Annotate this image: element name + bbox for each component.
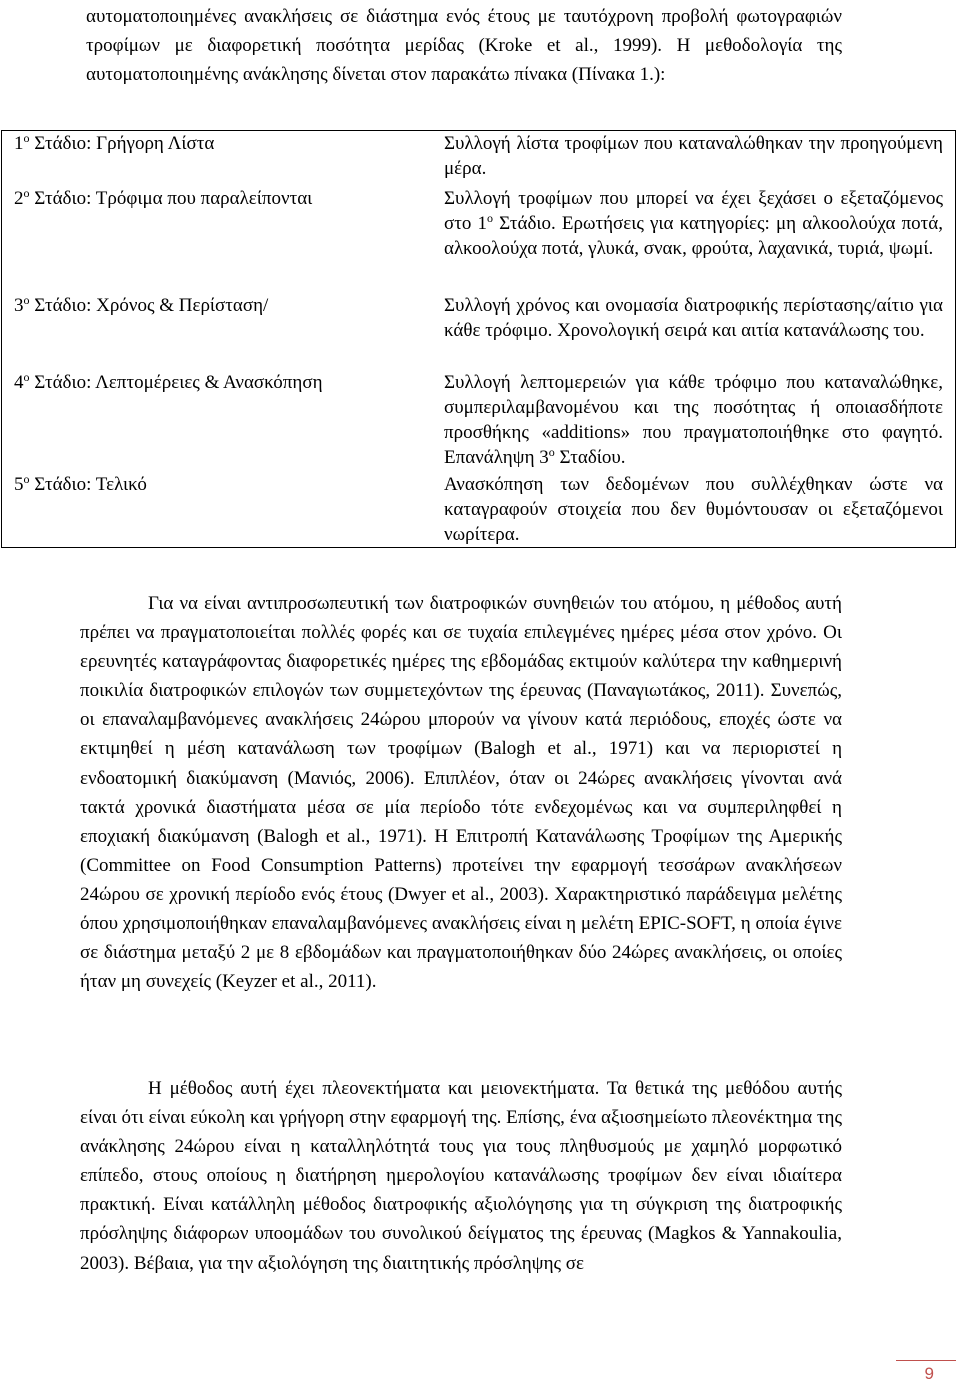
- stage-label: $1^o$ Στάδιο: Γρήγορη Λίστα: [14, 131, 215, 154]
- stage-label: $2^o$ Στάδιο: Τρόφιμα που παραλείπονται: [14, 185, 313, 209]
- stages-table: [1, 130, 956, 548]
- table-row: [2, 370, 956, 472]
- table-row: [2, 293, 956, 370]
- stage-description: Ανασκόπηση των δεδομένων που συλλέχθηκαν ώστε να καταγραφούν στοιχεία που δεν θυμόντουσαν οι εξεταζόμενοι νωρίτερα.: [444, 473, 943, 546]
- stage-description: Συλλογή χρόνος και ονομασία διατροφικής περίστασης/αίτιο για κάθε τρόφιμο. Χρονολογική σειρά και αιτία κατανάλωσης του.: [444, 294, 943, 341]
- stage-label: $3^o$ Στάδιο: Χρόνος & Περίσταση/: [14, 292, 269, 316]
- table-row: [2, 472, 956, 548]
- stage-description: Συλλογή τροφίμων που μπορεί να έχει ξεχάσει ο εξεταζόμενος στο $1^o$ Στάδιο. Ερωτήσεις για κατηγορίες: μη αλκοολούχα ποτά, αλκοολούχα ποτά, γλυκά, σνακ, φρούτα, λαχανικά, τυριά, ψωμί.: [444, 187, 943, 260]
- table-row: [2, 186, 956, 293]
- table-row: [2, 131, 956, 186]
- page-number-rule: [896, 1360, 956, 1361]
- body-paragraph: Για να είναι αντιπροσωπευτική των διατροφικών συνηθειών του ατόμου, η μέθοδος αυτή πρέπει να πραγματοποιείται πολλές φορές και σε τυχαία επιλεγμένες ημέρες μέσα στον χρόνο. Οι ερευνητές καταγράφοντας διαφορετικές ημέρες της εβδομάδας εκτιμούν καλύτερα την καθημερινή ποικιλία διατροφικών επιλογών των συμμετεχόντων της έρευνας (Παναγιωτάκος, 2011). Συνεπώς, οι επαναλαμβανόμενες ανακλήσεις 24ώρου μπορούν να γίνουν κατά περιόδους, εποχές ώστε να εκτιμηθεί η μέση κατανάλωση των τροφίμων (Balogh et al., 1971) και να περιοριστεί η ενδοατομική διακύμανση (Μανιός, 2006). Επιπλέον, όταν οι 24ώρες ανακλήσεις γίνονται ανά τακτά χρονικά διαστήματα μέσα σε μία περίοδο τότε ενδεχομένως και να συμπεριληφθεί η εποχιακή διακύμανση (Balogh et al., 1971). Η Επιτροπή Κατανάλωσης Τροφίμων της Αμερικής (Committee on Food Consumption Patterns) προτείνει την εφαρμογή τεσσάρων ανακλήσεων 24ώρου σε χρονική περίοδο ενός έτους (Dwyer et al., 2003). Χαρακτηριστικό παράδειγμα μελέτης όπου χρησιμοποιήθηκαν επαναλαμβανόμενες ανακλήσεις είναι η μελέτη EPIC-SOFT, η οποία έγινε σε διάστημα μεταξύ 2 με 8 εβδομάδων και πραγματοποιήθηκαν δύο 24ώρες ανακλήσεις, οι οποίες ήταν μη συνεχείς (Keyzer et al., 2011).: [80, 593, 842, 993]
- body-paragraph: Η μέθοδος αυτή έχει πλεονεκτήματα και μειονεκτήματα. Τα θετικά της μεθόδου αυτής είναι ότι είναι εύκολη και γρήγορη στην εφαρμογή της. Επίσης, ένα αξιοσημείωτο πλεονέκτημα της ανάκλησης 24ώρου είναι η καταλληλότητά τους για τους πληθυσμούς με χαμηλό μορφωτικό επίπεδο, στους οποίους η διατήρηση ημερολογίου κατανάλωσης τροφίμων δεν είναι ιδιαίτερα πρακτική. Είναι κατάλληλη μέθοδος διατροφικής αξιολόγησης για τη σύγκριση της διατροφικής πρόσληψης διάφορων υποομάδων του συνολικού δείγματος της έρευνας (Magkos & Yannakoulia, 2003). Βέβαια, για την αξιολόγηση της διαιτητικής πρόσληψης σε: [80, 1078, 842, 1274]
- stage-description: Συλλογή λίστα τροφίμων που καταναλώθηκαν την προηγούμενη μέρα.: [444, 133, 943, 180]
- stage-label: $4^o$ Στάδιο: Λεπτομέρειες & Ανασκόπηση: [14, 369, 323, 393]
- page-number: 9: [924, 1364, 934, 1383]
- stage-description: Συλλογή λεπτομερειών για κάθε τρόφιμο που καταναλώθηκε, συμπεριλαμβανομένου και της ποσότητας ή οποιασδήποτε προσθήκης «additions» που πραγματοποιήθηκε στο φαγητό. Επανάληψη $3^o$ Σταδίου.: [444, 371, 943, 469]
- stage-label: $5^o$ Στάδιο: Τελικό: [14, 471, 147, 495]
- intro-paragraph: αυτοματοποιημένες ανακλήσεις σε διάστημα ενός έτους με ταυτόχρονη προβολή φωτογραφιών τροφίμων με διαφορετική ποσότητα μερίδας (Kroke et al., 1999). Η μεθοδολογία της αυτοματοποιημένης ανάκλησης δίνεται στον παρακάτω πίνακα (Πίνακα 1.):: [86, 6, 842, 85]
